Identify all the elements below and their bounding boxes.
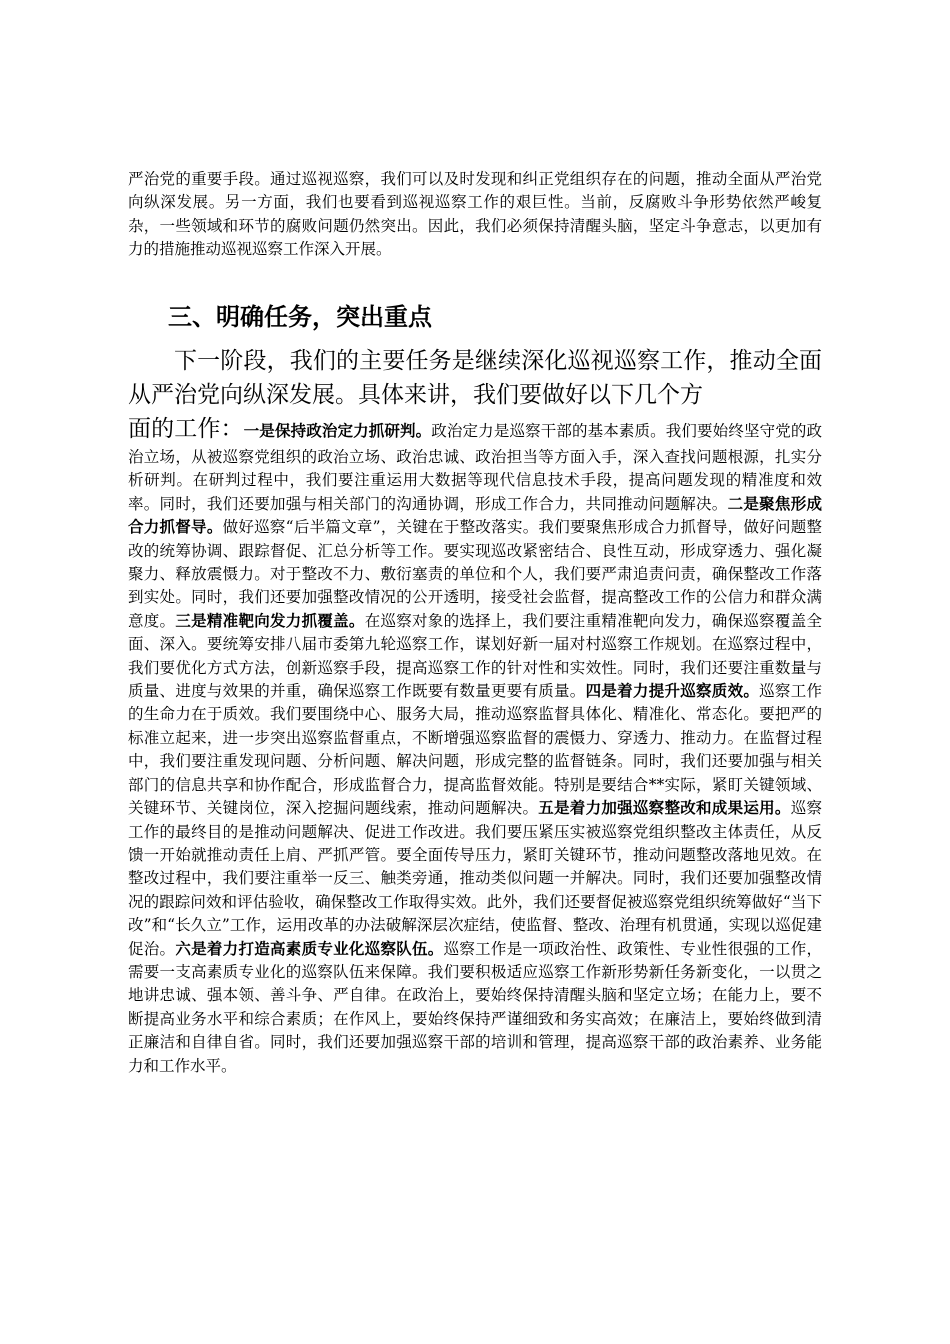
lead-text: 下一阶段，我们的主要任务是继续深化巡视巡察工作，推动全面从严治党向纵深发展。具体来讲，我们要做好以下几个方 [128, 348, 822, 408]
task2-body: 做好巡察“后半篇文章”，关键在于整改落实。我们要聚焦形成合力抓督导，做好问题整改的统筹协调、跟踪督促、汇总分析等工作。要实现巡改紧密结合、良性互动，形成穿透力、强化凝聚力、释放震慑力。对于整改不力、敷衍塞责的单位和个人，我们要严肃追责问责，确保整改工作落到实处。同时，我们还要加强整改情况的公开透明，接受社会监督，提高整改工作的公信力和群众满意度。 [128, 518, 822, 630]
task1-title: 一是保持政治定力抓研判。 [243, 422, 432, 440]
task2-title: 二是聚焦形成合力抓督导。 [128, 494, 822, 537]
task1-body: 政治定力是巡察干部的基本素质。我们要始终坚守党的政治立场，从被巡察党组织的政治立场、政治忠诚、政治担当等方面入手，深入查找问题根源，扎实分析研判。在研判过程中，我们要注重运用大数据等现代信息技术手段，提高问题发现的精准度和效率。同时，我们还要加强与相关部门的沟通协调，形成工作合力，共同推动问题解决。 [128, 422, 822, 513]
task5-title: 五是着力加强巡察整改和成果运用。 [538, 799, 791, 818]
task3-title: 三是精准靶向发力抓覆盖。 [175, 611, 365, 630]
task3-body: 在巡察对象的选择上，我们要注重精准靶向发力，确保巡察覆盖全面、深入。要统筹安排八届市委第九轮巡察工作，谋划好新一届对村巡察工作规划。在巡察过程中，我们要优化方式方法，创新巡察手段，提高巡察工作的针对性和实效性。同时，我们还要注重数量与质量、进度与效果的并重，确保巡察工作既要有数量更要有质量。 [128, 611, 822, 701]
section-heading: 三、明确任务，突出重点 [168, 303, 432, 331]
intro-paragraph: 严治党的重要手段。通过巡视巡察，我们可以及时发现和纠正党组织存在的问题，推动全面从严治党向纵深发展。另一方面，我们也要看到巡视巡察工作的艰巨性。当前，反腐败斗争形势依然严峻复杂，一些领域和环节的腐败问题仍然突出。因此，我们必须保持清醒头脑，坚定斗争意志，以更加有力的措施推动巡视巡察工作深入开展。 [128, 170, 822, 259]
task4-title: 四是着力提升巡察质效。 [585, 682, 760, 701]
tasks-paragraph [128, 344, 822, 1078]
task6-body: 巡察工作是一项政治性、政策性、专业性很强的工作，需要一支高素质专业化的巡察队伍来保障。我们要积极适应巡察工作新形势新任务新变化，一以贯之地讲忠诚、强本领、善斗争、严自律。在政治上，要始终保持清醒头脑和坚定立场；在能力上，要不断提高业务水平和综合素质；在作风上，要始终保持严谨细致和务实高效；在廉洁上，要始终做到清正廉洁和自律自省。同时，我们还要加强巡察干部的培训和管理，提高巡察干部的政治素养、业务能力和工作水平。 [128, 939, 822, 1075]
lead-tail: 面的工作： [128, 416, 244, 442]
task6-title: 六是着力打造高素质专业化巡察队伍。 [175, 939, 444, 958]
task4-body: 巡察工作的生命力在于质效。我们要围绕中心、服务大局，推动巡察监督具体化、精准化、常态化。要把严的标准立起来，进一步突出巡察监督重点，不断增强巡察监督的震慑力、穿透力、推动力。在监督过程中，我们要注重发现问题、分析问题、解决问题，形成完整的监督链条。同时，我们还要加强与相关部门的信息共享和协作配合，形成监督合力，提高监督效能。特别是要结合**实际，紧盯关键领域、关键环节、关键岗位，深入挖掘问题线索，推动问题解决。 [128, 682, 822, 818]
task5-body: 巡察工作的最终目的是推动问题解决、促进工作改进。我们要压紧压实被巡察党组织整改主体责任，从反馈一开始就推动责任上肩、严抓严管。要全面传导压力，紧盯关键环节，推动问题整改落地见效。在整改过程中，我们要注重举一反三、触类旁通，推动类似问题一并解决。同时，我们还要加强整改情况的跟踪问效和评估验收，确保整改工作取得实效。此外，我们还要督促被巡察党组织统筹做好“当下改”和“长久立”工作，运用改革的办法破解深层次症结，使监督、整改、治理有机贯通，实现以巡促建促治。 [128, 799, 822, 958]
